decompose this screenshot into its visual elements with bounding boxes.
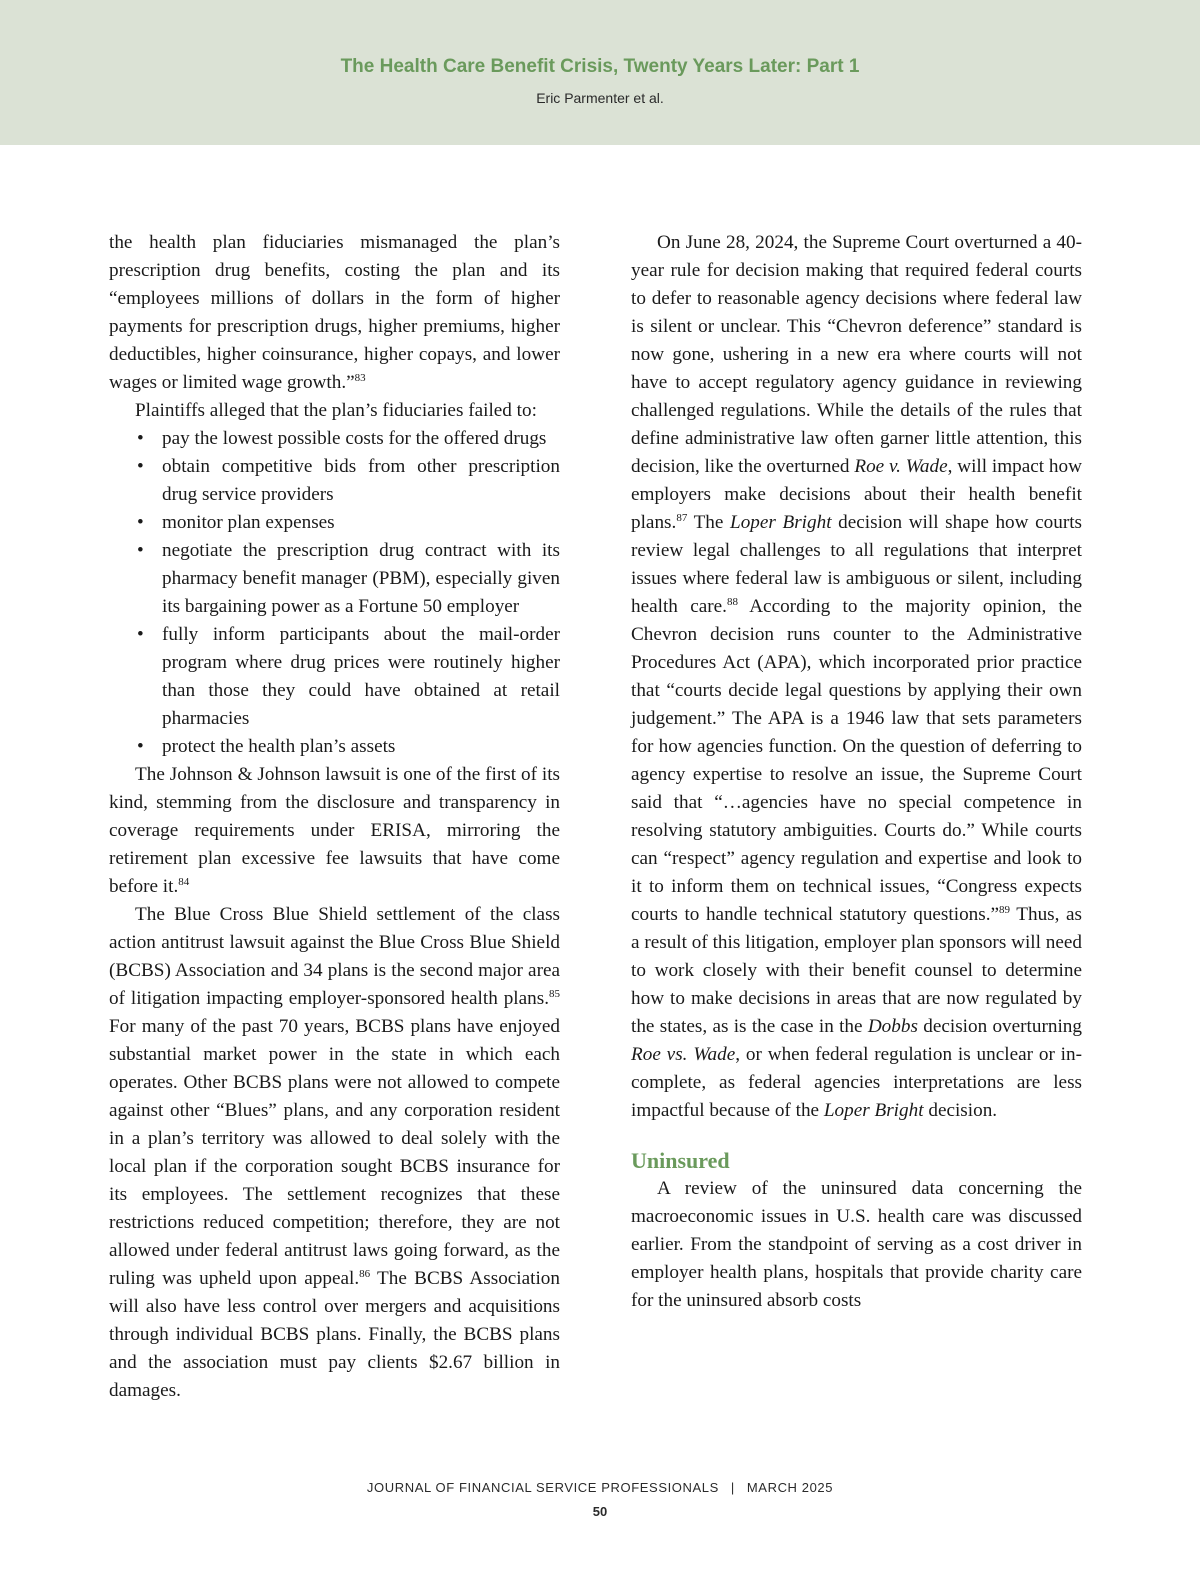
- list-item: • monitor plan expenses: [162, 509, 560, 537]
- paragraph: The Johnson & Johnson lawsuit is one of the first of its kind, stemming from the disclosure and transparency in coverage requirements under ERISA, mirroring the retirement plan excessive fee lawsuits that have come before it.$^{84}$: [109, 764, 560, 897]
- article-title: The Health Care Benefit Crisis, Twenty Years Later: Part 1: [340, 56, 860, 77]
- issue-date: MARCH 2025: [746, 1480, 834, 1495]
- list-item: • obtain competitive bids from other prescription drug service providers: [162, 453, 560, 509]
- left-column: [109, 229, 560, 1405]
- paragraph: Plaintiffs alleged that the plan’s fiduciaries failed to:: [135, 400, 537, 421]
- journal-name: JOURNAL OF FINANCIAL SERVICE PROFESSIONALS: [366, 1480, 719, 1495]
- article-authors: Eric Parmenter et al.: [536, 90, 664, 106]
- running-header: [0, 0, 1200, 145]
- list-item: • protect the health plan’s assets: [162, 733, 560, 761]
- footnote-ref: 87: [676, 512, 688, 524]
- list-item: • fully inform participants about the mail-order program where drug prices were routinely higher than those they could have obtained at retail pharmacies: [162, 621, 560, 733]
- footnote-ref: 86: [359, 1268, 371, 1280]
- journal-footer: [0, 1480, 1200, 1495]
- list-item: • negotiate the prescription drug contract with its pharmacy benefit manager (PBM), especially given its bargaining power as a Fortune 50 employer: [162, 537, 560, 621]
- paragraph: On June 28, 2024, the Supreme Court overturned a 40-year rule for decision making that required federal courts to defer to reasonable agency decisions where federal law is silent or unclear. This “Chevron deference” standard is now gone, ushering in a new era where courts will not have to accept regulatory agency guidance in reviewing challenged regulations. While the details of the rules that define administrative law often garner little attention, this decision, like the overturned Roe v. Wade, will impact how employers make decisions about their health benefit plans.$^{87}$ The Loper Bright decision will shape how courts review legal challenges to all regulations that interpret issues where federal law is ambiguous or silent, including health care.$^{88}$ According to the majority opinion, the Chevron decision runs counter to the Administrative Procedures Act (APA), which incorporated prior practice that “courts decide legal questions by applying their own judgement.” The APA is a 1946 law that sets parameters for how agencies function. On the question of deferring to agency expertise to resolve an issue, the Supreme Court said that “…agencies have no special competence in resolving statutory ambiguities. Courts do.” While courts can “respect” agency regulation and expertise and look to it to inform them on technical issues, “Congress expects courts to handle technical statutory questions.”$^{89}$ Thus, as a result of this litigation, employer plan sponsors will need to work closely with their benefit counsel to determine how to make decisions in areas that are now regulated by the states, as is the case in the Dobbs decision overturning Roe vs. Wade, or when federal regulation is unclear or incomplete, as federal agencies interpretations are less impactful because of the Loper Bright decision.: [631, 232, 1083, 1121]
- paragraph: The Blue Cross Blue Shield settlement of the class action antitrust lawsuit against the Blue Cross Blue Shield (BCBS) Association and 34 plans is the second major area of litigation impacting employer-sponsored health plans.$^{85}$ For many of the past 70 years, BCBS plans have enjoyed substantial market power in the state in which each operates. Other BCBS plans were not allowed to compete against other “Blues” plans, and any corporation resident in a plan’s territory was allowed to deal solely with the local plan if the corporation sought BCBS insurance for its employees. The settlement recognizes that these restrictions reduced competition; therefore, they are not allowed under federal antitrust laws going forward, as the ruling was upheld upon appeal.$^{86}$ The BCBS Association will also have less control over mergers and acquisitions through individual BCBS plans. Finally, the BCBS plans and the association must pay clients $2.67 billion in damages.: [109, 904, 560, 1401]
- footnote-ref: 88: [726, 596, 738, 608]
- page-number: 50: [592, 1504, 608, 1519]
- footnote-ref: 89: [999, 904, 1011, 916]
- footnote-ref: 84: [178, 876, 190, 888]
- list-item: • pay the lowest possible costs for the offered drugs: [162, 425, 560, 453]
- paragraph: A review of the uninsured data concerning the macroeconomic issues in U.S. health care was discussed earlier. From the standpoint of serving as a cost driver in employer health plans, hospitals that provide charity care for the uninsured absorb costs: [631, 1178, 1082, 1311]
- footer-separator: |: [730, 1480, 735, 1495]
- fiduciary-failures-list: [109, 425, 560, 761]
- paragraph: the health plan fiduciaries mismanaged the plan’s prescription drug benefits, costing the plan and its “employees millions of dollars in the form of higher payments for prescription drugs, higher premiums, higher deductibles, higher coinsurance, higher copays, and lower wages or limited wage growth.”$^{83}$: [109, 232, 560, 393]
- footnote-ref: 83: [354, 372, 366, 384]
- section-heading-uninsured: Uninsured: [631, 1148, 730, 1173]
- right-column: [631, 229, 1082, 1315]
- footnote-ref: 85: [549, 988, 560, 1000]
